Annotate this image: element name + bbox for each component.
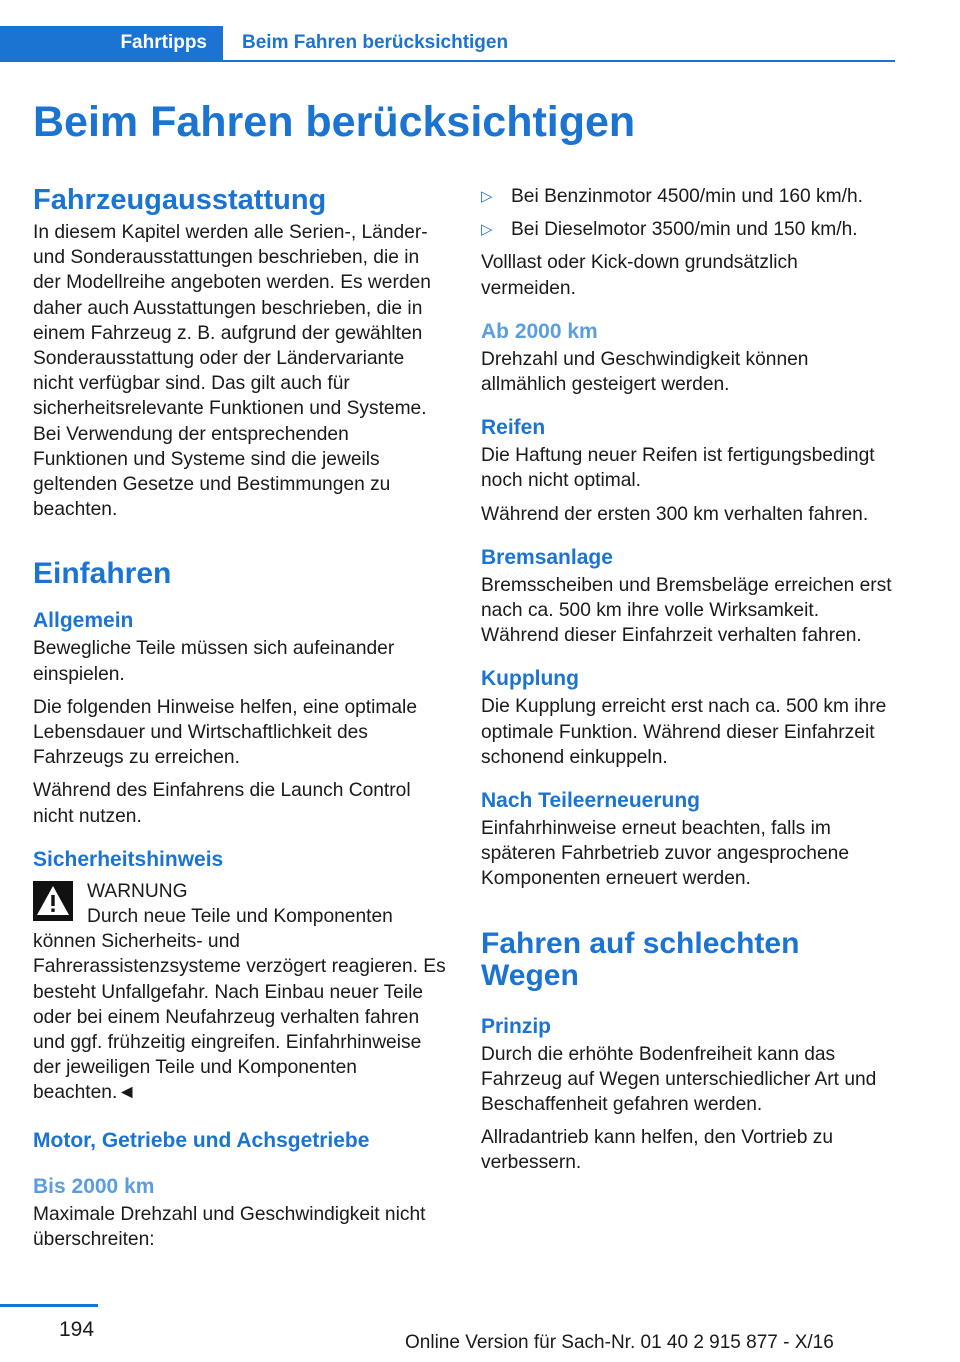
bremsanlage-text: Bremsscheiben und Bremsbeläge erreichen erst nach ca. 500 km ihre volle Wirksamkeit. Während dieser Einfahrzeit verhalten fahren. xyxy=(481,574,892,647)
chapter-tab[interactable]: Fahrtipps xyxy=(0,26,223,62)
allgemein-heading: Allgemein xyxy=(33,609,134,633)
warning-text-first-line: Durch neue Teile und Komponenten xyxy=(87,906,393,928)
triangle-bullet-icon: ▷ xyxy=(481,221,493,239)
bullet-text: Bei Benzinmotor 4500/min und 160 km/h. xyxy=(511,186,863,207)
right-column xyxy=(481,184,896,1184)
warning-box xyxy=(33,879,448,1106)
triangle-bullet-icon: ▷ xyxy=(481,188,493,205)
einfahren-paragraph-1: Bewegliche Teile müssen sich aufeinander einspielen. xyxy=(33,638,395,685)
motor-heading: Motor, Getriebe und Achsgetriebe xyxy=(33,1128,370,1152)
prinzip-heading: Prinzip xyxy=(481,1014,552,1038)
sicherheitshinweis-heading: Sicherheitshinweis xyxy=(33,847,224,871)
footer-text: Online Version für Sach-Nr. 01 40 2 915 877 - X/16 xyxy=(405,1332,834,1353)
bis-2000-text: Maximale Drehzahl und Geschwindigkeit nicht überschreiten: xyxy=(33,1203,426,1250)
left-column xyxy=(33,183,448,1260)
einfahren-paragraph-2: Die folgenden Hinweise helfen, eine optimale Lebensdauer und Wirtschaftlichkeit des Fahrzeugs zu erreichen. xyxy=(33,696,417,769)
header-rule xyxy=(0,60,895,62)
ab-2000-heading: Ab 2000 km xyxy=(481,319,598,343)
warning-triangle-icon xyxy=(33,881,73,921)
bullet-text: Bei Dieselmotor 3500/min und 150 km/h. xyxy=(511,219,858,241)
kupplung-text: Die Kupplung erreicht erst nach ca. 500 km ihre optimale Funktion. Während dieser Einfahrzeit schonend einkuppeln. xyxy=(481,696,887,768)
header-bar xyxy=(0,26,895,62)
warning-text: können Sicherheits- und Fahrerassistenzsysteme verzögert reagieren. Es besteht Unfallgefahr. Nach Einbau neuer Teile oder bei einem Neufahrzeug verhalten fahren und ggf. frühzeitig eingreifen. Einfahrhinweise der jeweiligen Teile und Komponenten beachten.◄ xyxy=(33,931,446,1104)
page-title: Beim Fahren berücksichtigen xyxy=(33,98,636,146)
bis-2000-heading: Bis 2000 km xyxy=(33,1174,155,1198)
prinzip-paragraph-2: Allradantrieb kann helfen, den Vortrieb zu verbessern. xyxy=(481,1127,833,1174)
einfahren-heading: Einfahren xyxy=(33,557,172,591)
list-item xyxy=(481,217,896,242)
ab-2000-text: Drehzahl und Geschwindigkeit können allmählich gesteigert werden. xyxy=(481,348,809,396)
schlechte-wege-heading: Fahren auf schlechten Wegen xyxy=(481,926,800,992)
reifen-paragraph-1: Die Haftung neuer Reifen ist fertigungsbedingt noch nicht optimal. xyxy=(481,445,875,492)
prinzip-paragraph-1: Durch die erhöhte Bodenfreiheit kann das Fahrzeug auf Wegen unterschiedlicher Art und Beschaffenheit gefahren werden. xyxy=(481,1043,877,1116)
reifen-heading: Reifen xyxy=(481,416,546,440)
section-tab[interactable]: Beim Fahren berücksichtigen xyxy=(242,32,509,53)
einfahren-paragraph-3: Während des Einfahrens die Launch Control nicht nutzen. xyxy=(33,780,411,827)
kupplung-heading: Kupplung xyxy=(481,667,579,691)
volllast-text: Volllast oder Kick-down grundsätzlich vermeiden. xyxy=(481,252,798,299)
reifen-paragraph-2: Während der ersten 300 km verhalten fahren. xyxy=(481,503,869,525)
bremsanlage-heading: Bremsanlage xyxy=(481,545,613,569)
page-number: 194 xyxy=(59,1318,95,1341)
footer-rule xyxy=(0,1304,98,1307)
list-item xyxy=(481,184,896,209)
fahrzeugausstattung-text: In diesem Kapitel werden alle Serien-, Länder- und Sonderausstattungen beschrieben, die in der Modellreihe angeboten werden. Es werden daher auch Ausstattungen beschrieben, die in einem Fahrzeug z. B. aufgrund der gewählten Sonderausstattung oder der Ländervariante nicht verfügbar sind. Das gilt auch für sicherheitsrelevante Funktionen und Systeme. Bei Verwendung der entsprechenden Funktionen und Systeme sind die jeweils geltenden Gesetze und Bestimmungen zu beachten. xyxy=(33,222,431,521)
teileerneuerung-text: Einfahrhinweise erneut beachten, falls im späteren Fahrbetrieb zuvor angesprochene Komponenten erneuert werden. xyxy=(481,818,849,890)
fahrzeugausstattung-heading: Fahrzeugausstattung xyxy=(33,184,327,216)
warning-label: WARNUNG xyxy=(87,880,188,902)
teileerneuerung-heading: Nach Teileerneuerung xyxy=(481,789,701,813)
